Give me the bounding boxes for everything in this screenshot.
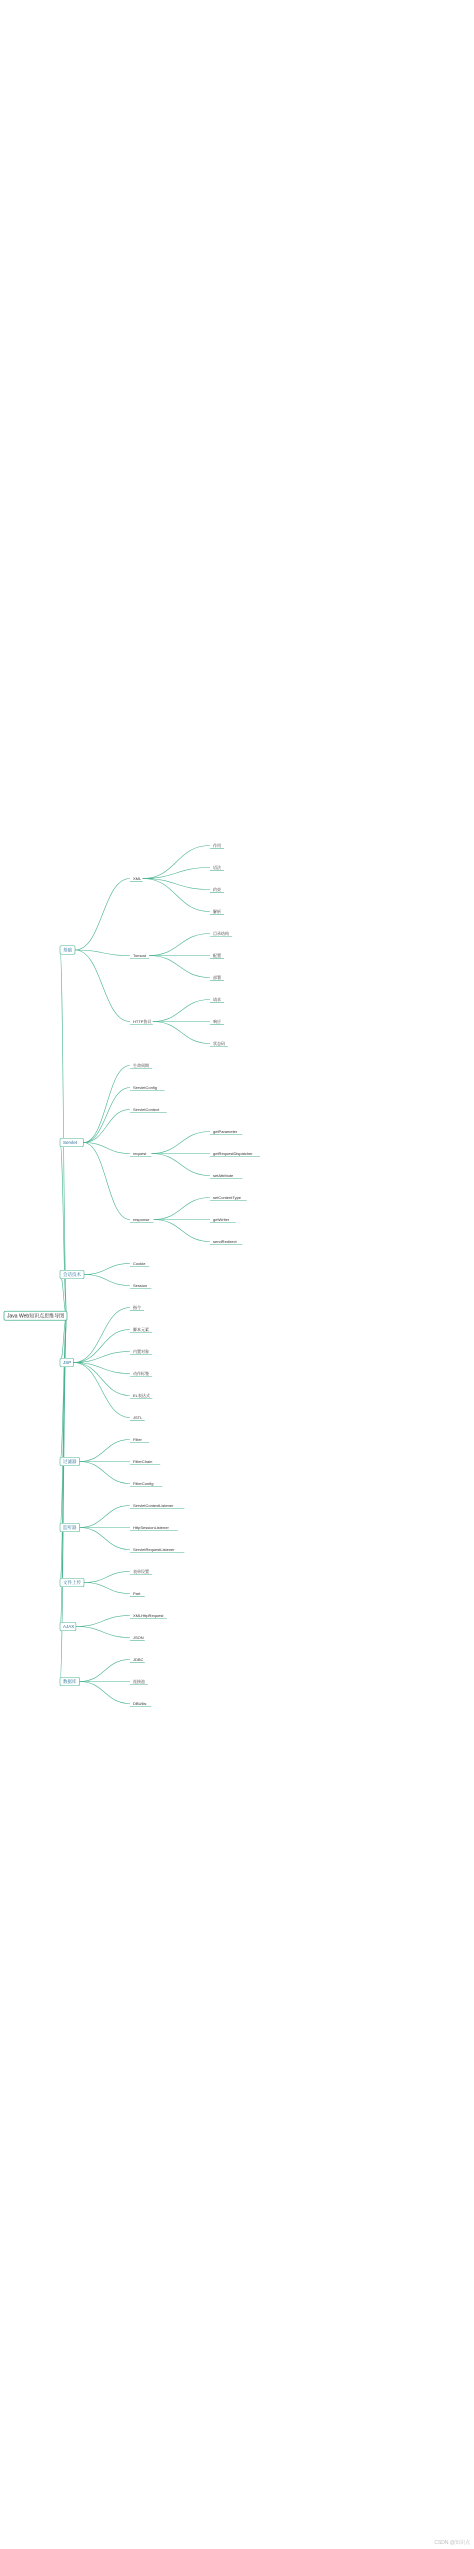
node-label: 监听器: [63, 1525, 77, 1531]
node-label: getRequestDispatcher: [213, 1150, 253, 1156]
tree-edge: [80, 1682, 131, 1704]
node-label: FilterConfig: [133, 1480, 154, 1486]
leaf-node: [130, 1283, 151, 1289]
tree-edge: [75, 879, 130, 951]
branch-node: [60, 1457, 80, 1466]
branch-node: [60, 1578, 84, 1587]
leaf-node: [210, 864, 224, 871]
node-label: ServletConfig: [133, 1084, 158, 1090]
leaf-node: [210, 1195, 247, 1201]
tree-edge: [80, 1462, 131, 1484]
node-label: 目录结构: [213, 930, 229, 936]
leaf-node: [210, 1018, 224, 1025]
leaf-node: [210, 952, 224, 959]
node-label: 过滤器: [63, 1459, 77, 1465]
node-label: JSP: [63, 1360, 72, 1366]
leaf-node: [130, 1151, 151, 1157]
node-label: ServletRequestListener: [133, 1546, 175, 1552]
leaf-node: [130, 1591, 145, 1597]
node-label: 连接池: [133, 1678, 145, 1684]
tree-edge: [84, 1264, 130, 1275]
leaf-node: [130, 1547, 184, 1553]
tree-edge: [76, 1627, 130, 1638]
tree-edge: [149, 956, 210, 978]
leaf-node: [130, 1503, 184, 1509]
leaf-node: [210, 842, 224, 849]
leaf-node: [210, 930, 232, 937]
node-label: HTTP协议: [133, 1018, 152, 1024]
leaf-node: [130, 1657, 145, 1663]
tree-edge: [149, 934, 210, 956]
leaf-node: [210, 1217, 236, 1223]
leaf-node: [130, 953, 149, 959]
leaf-node: [210, 1173, 242, 1179]
tree-edge: [80, 1660, 131, 1682]
node-label: 请求: [213, 996, 221, 1002]
tree-edge: [76, 1616, 130, 1627]
tree-edge: [151, 1132, 210, 1154]
branch-node: [60, 946, 75, 955]
node-label: 表单设置: [133, 1568, 149, 1574]
leaf-node: [130, 1635, 145, 1641]
node-label: sendRedirect: [213, 1238, 237, 1244]
node-label: setContentType: [213, 1194, 242, 1200]
node-label: XML: [133, 875, 142, 881]
tree-edge: [83, 1143, 130, 1220]
node-label: 基础: [63, 947, 72, 953]
leaf-node: [130, 1481, 162, 1487]
node-label: DBUtils: [133, 1700, 147, 1706]
node-label: 指令: [133, 1304, 141, 1310]
leaf-node: [130, 876, 143, 882]
branch-node: [60, 1622, 76, 1631]
root-node: [4, 1311, 67, 1320]
leaf-node: [210, 1151, 260, 1157]
node-label: JSTL: [133, 1414, 143, 1420]
node-label: setAttribute: [213, 1172, 234, 1178]
node-label: FilterChain: [133, 1458, 153, 1464]
mindmap-nodes: [4, 842, 260, 1707]
leaf-node: [130, 1415, 145, 1421]
node-label: XMLHttpRequest: [133, 1612, 164, 1618]
tree-edge: [151, 1154, 210, 1176]
leaf-node: [130, 1062, 152, 1069]
tree-edge: [83, 1143, 130, 1154]
leaf-node: [210, 974, 224, 981]
tree-edge: [143, 846, 210, 879]
node-label: ServletContextListener: [133, 1502, 174, 1508]
node-label: response: [133, 1216, 150, 1222]
tree-edge: [83, 1088, 130, 1143]
tree-edge: [80, 1440, 131, 1462]
node-label: request: [133, 1150, 147, 1156]
leaf-node: [130, 1392, 152, 1399]
node-label: Part: [133, 1590, 141, 1596]
node-label: 生命周期: [133, 1062, 149, 1068]
leaf-node: [210, 1239, 242, 1245]
node-label: 解析: [213, 908, 221, 914]
node-label: 动作标签: [133, 1370, 149, 1376]
node-label: Cookie: [133, 1260, 146, 1266]
tree-edge: [143, 879, 210, 890]
tree-edge: [80, 1528, 131, 1550]
node-label: Servlet: [63, 1140, 78, 1146]
leaf-node: [130, 1304, 144, 1311]
leaf-node: [130, 1326, 152, 1333]
leaf-node: [130, 1370, 152, 1377]
node-label: 部署: [213, 974, 221, 980]
node-label: Java Web知识点思维导图: [7, 1313, 65, 1320]
leaf-node: [130, 1085, 165, 1091]
tree-edge: [75, 950, 130, 1022]
tree-edge: [73, 1363, 130, 1418]
tree-edge: [60, 1143, 67, 1316]
branch-node: [60, 1523, 80, 1532]
leaf-node: [210, 908, 224, 915]
node-label: 语法: [213, 864, 221, 870]
leaf-node: [130, 1459, 160, 1465]
tree-edge: [154, 1198, 210, 1220]
node-label: 配置: [213, 952, 221, 958]
branch-node: [60, 1138, 83, 1147]
node-label: 约束: [213, 886, 221, 892]
node-label: getParameter: [213, 1128, 238, 1134]
leaf-node: [130, 1678, 148, 1685]
tree-edge: [153, 1022, 210, 1044]
node-label: Filter: [133, 1436, 142, 1442]
node-label: 脚本元素: [133, 1326, 149, 1332]
leaf-node: [210, 996, 224, 1003]
tree-edge: [143, 868, 210, 879]
node-label: Tomcat: [133, 952, 146, 958]
tree-edge: [84, 1572, 130, 1583]
watermark: CSDN @知识点: [434, 2540, 470, 2546]
leaf-node: [130, 1437, 149, 1443]
tree-edge: [84, 1275, 130, 1286]
node-label: JDBC: [133, 1656, 144, 1662]
leaf-node: [130, 1348, 152, 1355]
branch-node: [60, 1677, 80, 1686]
tree-edge: [73, 1308, 130, 1363]
node-label: 文件上传: [63, 1580, 81, 1586]
leaf-node: [130, 1107, 167, 1113]
tree-edge: [153, 1000, 210, 1022]
leaf-node: [130, 1261, 149, 1267]
node-label: 响应: [213, 1018, 221, 1024]
tree-edge: [143, 879, 210, 912]
node-label: EL表达式: [133, 1392, 150, 1398]
tree-edge: [60, 950, 67, 1316]
tree-edge: [80, 1506, 131, 1528]
leaf-node: [130, 1568, 152, 1575]
leaf-node: [210, 1129, 242, 1135]
leaf-node: [130, 1701, 151, 1707]
tree-edge: [83, 1066, 130, 1143]
leaf-node: [210, 886, 224, 893]
node-label: 作用: [213, 842, 221, 848]
tree-edge: [84, 1583, 130, 1594]
leaf-node: [210, 1040, 228, 1047]
node-label: ServletContext: [133, 1106, 160, 1112]
leaf-node: [130, 1613, 167, 1619]
leaf-node: [130, 1018, 153, 1025]
node-label: Session: [133, 1282, 148, 1288]
leaf-node: [130, 1525, 178, 1531]
branch-node: [60, 1358, 73, 1367]
node-label: 状态码: [213, 1040, 225, 1046]
node-label: AJAX: [63, 1624, 75, 1630]
node-label: 内置对象: [133, 1348, 149, 1354]
branch-node: [60, 1270, 84, 1279]
node-label: HttpSessionListener: [133, 1524, 169, 1530]
node-label: 会话技术: [63, 1272, 81, 1278]
leaf-node: [130, 1217, 154, 1223]
tree-edge: [154, 1220, 210, 1242]
node-label: 数据库: [63, 1679, 77, 1685]
node-label: JSON: [133, 1634, 144, 1640]
node-label: getWriter: [213, 1216, 230, 1222]
